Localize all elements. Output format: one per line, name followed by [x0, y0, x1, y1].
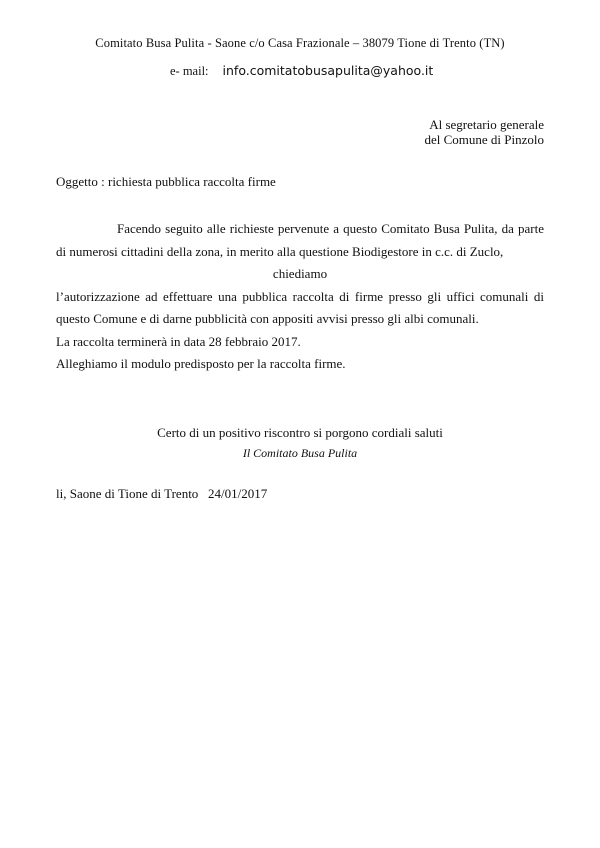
body-paragraph-3: La raccolta terminerà in data 28 febbraio 2017. [56, 333, 301, 349]
letterhead-email [170, 63, 433, 79]
body-paragraph-2: l’autorizzazione ad effettuare una pubblica raccolta di firme presso gli uffici comunali di questo Comune e di darne pubblicità con appositi avvisi presso gli albi comunali. [56, 288, 544, 326]
email-address: info.comitatobusapulita@yahoo.it [222, 63, 434, 78]
subject-line: Oggetto : richiesta pubblica raccolta firme [56, 174, 276, 189]
body-paragraph-1: Facendo seguito alle richieste pervenute a questo Comitato Busa Pulita, da parte di numerosi cittadini della zona, in merito alla questione Biodigestore in c.c. di Zuclo, [56, 221, 544, 259]
body-paragraph-4: Alleghiamo il modulo predisposto per la raccolta firme. [56, 356, 346, 371]
email-label: e- mail: [170, 64, 209, 78]
body-request-word: chiediamo [272, 266, 328, 281]
recipient-line-1: Al segretario generale [429, 117, 544, 132]
date-line: li, Saone di Tione di Trento 24/01/2017 [56, 486, 268, 501]
letter-body [56, 218, 544, 376]
recipient-line-2: del Comune di Pinzolo [424, 132, 544, 147]
closing-block [0, 422, 600, 464]
recipient-block [424, 117, 544, 147]
letterhead-line: Comitato Busa Pulita - Saone c/o Casa Frazionale – 38079 Tione di Trento (TN) [95, 36, 505, 50]
closing-greeting: Certo di un positivo riscontro si porgono cordiali saluti [157, 425, 443, 440]
closing-signature: Il Comitato Busa Pulita [242, 446, 358, 460]
